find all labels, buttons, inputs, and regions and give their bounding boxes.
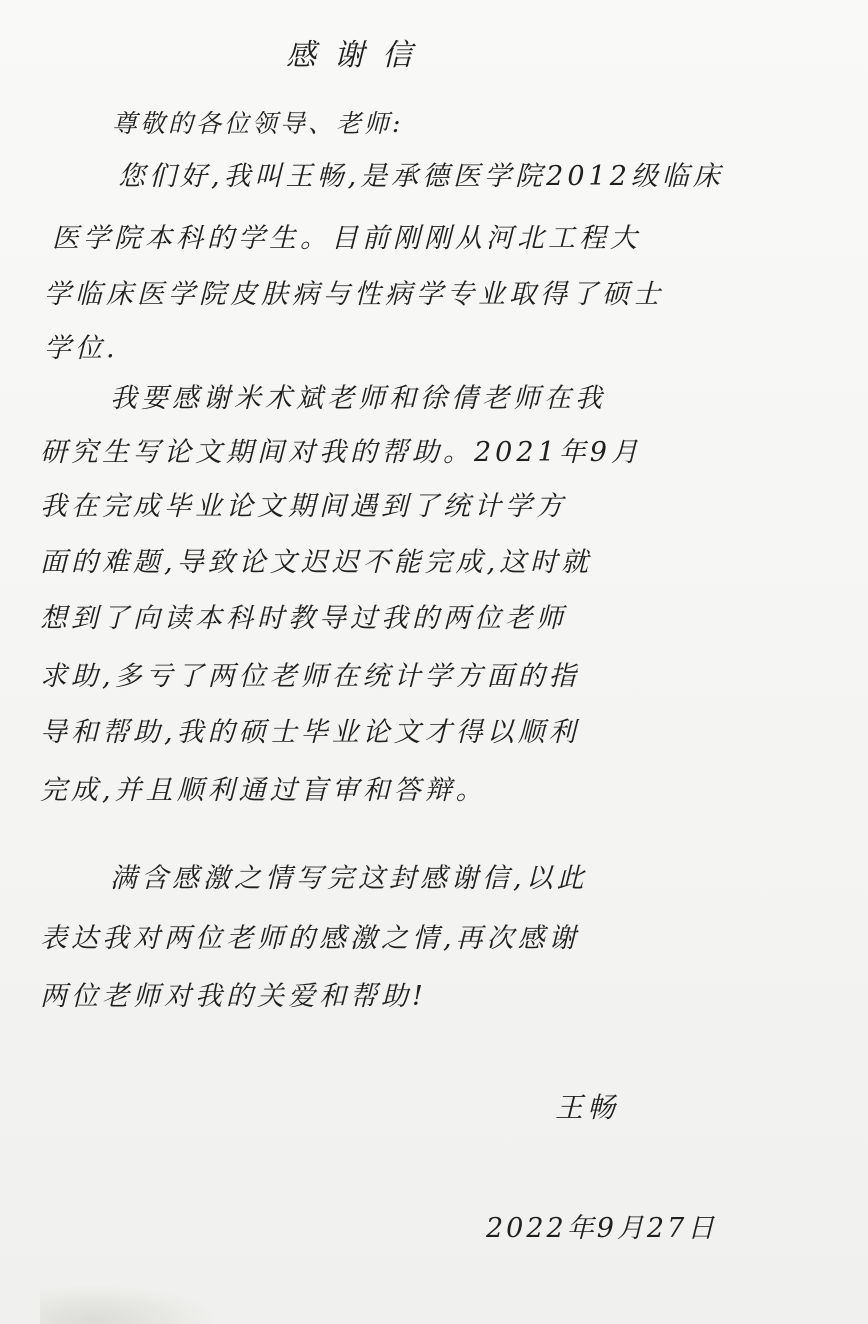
paragraph-line: 表达我对两位老师的感激之情,再次感谢 xyxy=(40,923,580,954)
letter-date: 2022年9月27日 xyxy=(486,1213,718,1244)
paragraph-line: 想到了向读本科时教导过我的两位老师 xyxy=(40,603,567,634)
paragraph-line: 导和帮助,我的硕士毕业论文才得以顺利 xyxy=(40,717,580,748)
paragraph-line: 研究生写论文期间对我的帮助。2021年9月 xyxy=(40,437,642,468)
paragraph-line: 学位. xyxy=(44,333,119,364)
paragraph-line: 面的难题,导致论文迟迟不能完成,这时就 xyxy=(40,547,593,578)
salutation: 尊敬的各位领导、老师: xyxy=(112,109,404,138)
paragraph-line: 两位老师对我的关爱和帮助! xyxy=(40,981,427,1012)
paragraph-line: 我在完成毕业论文期间遇到了统计学方 xyxy=(40,491,567,522)
paragraph-line: 满含感激之情写完这封感谢信,以此 xyxy=(110,863,588,894)
paragraph-line: 求助,多亏了两位老师在统计学方面的指 xyxy=(40,661,580,692)
paragraph-line: 医学院本科的学生。目前刚刚从河北工程大 xyxy=(52,223,641,254)
paper-shadow xyxy=(40,1284,220,1324)
letter-title: 感谢信 xyxy=(286,38,430,73)
paragraph-line: 学临床医学院皮肤病与性病学专业取得了硕士 xyxy=(44,279,664,310)
paragraph-line: 我要感谢米术斌老师和徐倩老师在我 xyxy=(110,383,606,414)
paragraph-line: 您们好,我叫王畅,是承德医学院2012级临床 xyxy=(118,161,724,192)
signature: 王畅 xyxy=(555,1091,620,1124)
paragraph-line: 完成,并且顺利通过盲审和答辩。 xyxy=(40,775,487,806)
